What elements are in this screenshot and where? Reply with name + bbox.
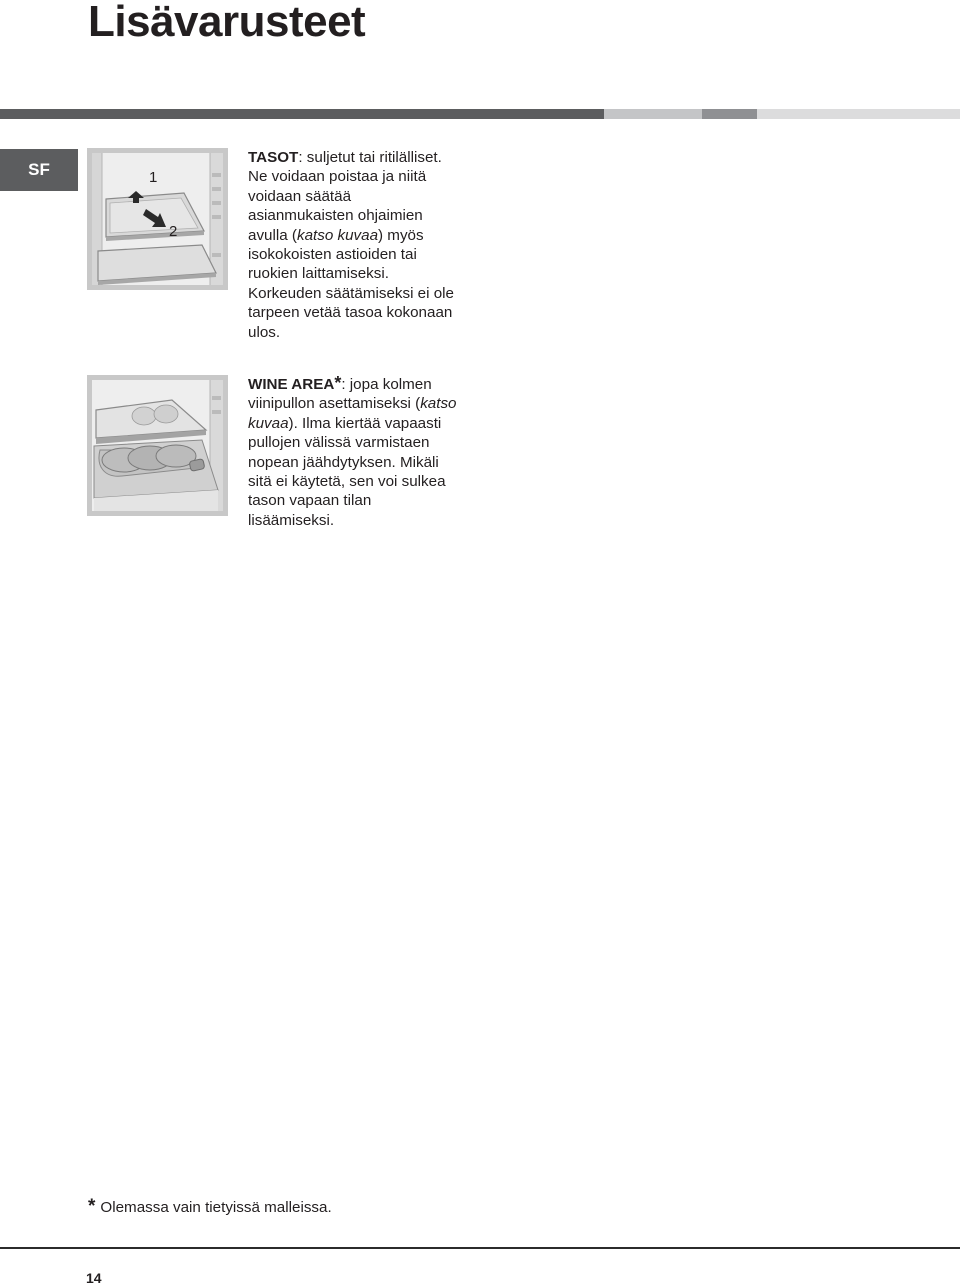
text-line: sitä ei käytetä, sen voi sulkea [248,473,446,491]
text-line: tason vapaan tilan [248,492,372,510]
footnote-asterisk: * [88,1196,96,1217]
text-line: nopean jäähdytyksen. Mikäli [248,453,439,471]
text-line: avulla ( [248,226,297,244]
header-bar-segment-pale [757,109,960,119]
figure-reference: katso [420,395,457,413]
text-line: ). Ilma kiertää vapaasti [288,414,442,432]
figure-reference: katso kuvaa [296,226,379,244]
text-line: viinipullon asettamiseksi ( [248,395,421,413]
footer-rule [0,1247,960,1249]
header-bar-segment-dark [0,109,604,119]
header-color-bar [0,109,960,119]
page-title: Lisävarusteet [88,0,366,46]
text-line: : suljetut tai ritilälliset. [298,149,442,166]
text-line: ulos. [248,323,281,341]
text-line: lisäämiseksi. [248,511,335,529]
header-bar-segment-mid [702,109,757,119]
header-bar-segment-light [604,109,702,119]
text-line: asianmukaisten ohjaimien [248,207,423,225]
footnote-text: Olemassa vain tietyissä malleissa. [100,1199,332,1216]
page-number: 14 [86,1270,102,1286]
wine-area-illustration [87,375,228,516]
footnote [88,1196,332,1218]
text-line: voidaan säätää [248,187,352,205]
text-line: tarpeen vetää tasoa kokonaan [248,304,453,322]
optional-asterisk: * [334,373,342,393]
shelf-illustration [87,148,228,290]
figure-label-2: 2 [169,223,178,240]
language-tab: SF [0,149,78,191]
text-line: ruokien laittamiseksi. [248,265,389,283]
shelves-description [248,148,488,342]
text-line: ) myös [378,226,424,244]
text-line: : jopa kolmen [341,376,432,393]
figure-reference: kuvaa [248,414,289,432]
text-line: Korkeuden säätämiseksi ei ole [248,284,454,302]
figure-label-1: 1 [149,169,158,186]
text-line: pullojen välissä varmistaen [248,434,430,452]
wine-area-heading: WINE AREA [248,376,335,393]
wine-area-description [248,374,488,530]
shelves-heading: TASOT [248,149,299,166]
text-line: isokokoisten astioiden tai [248,246,417,264]
text-line: Ne voidaan poistaa ja niitä [248,168,427,186]
